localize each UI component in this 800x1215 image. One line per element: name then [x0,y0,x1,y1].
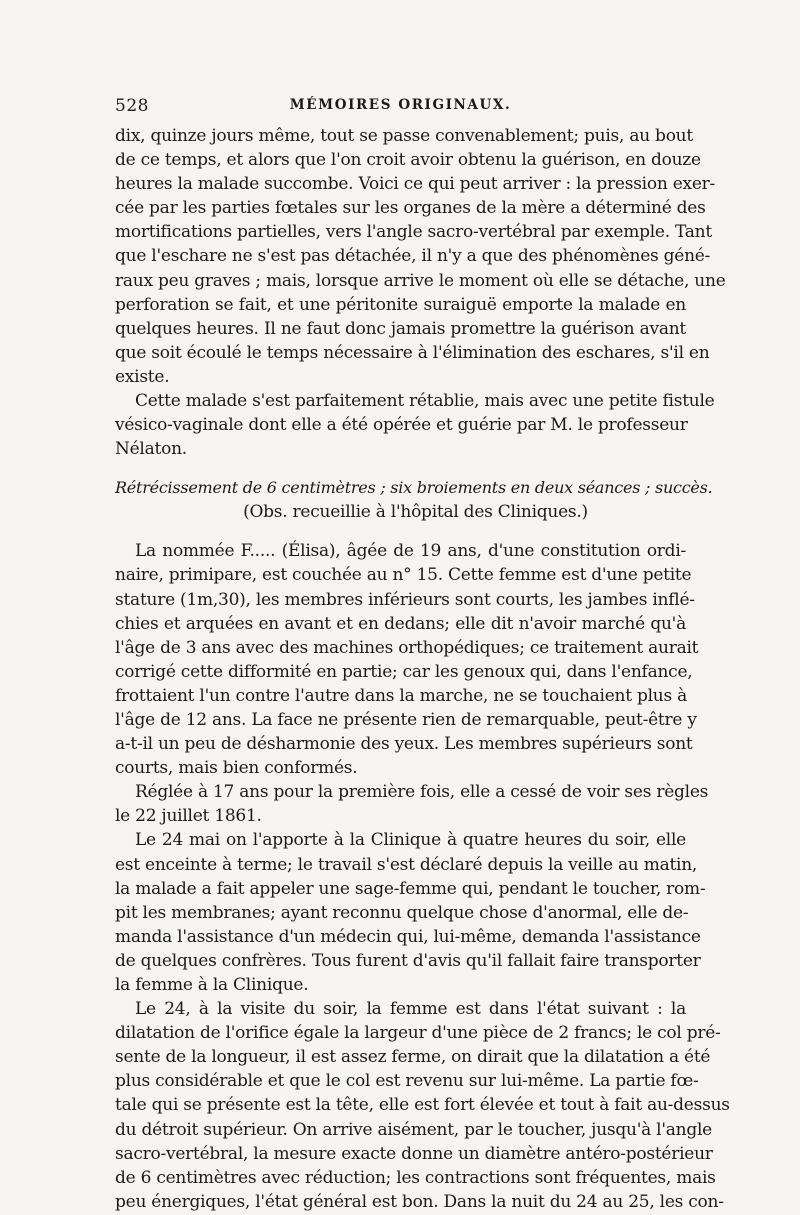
text-line: de ce temps, et alors que l'on croit avoir obtenu la guérison, en douze [115,150,701,171]
text-line: chies et arquées en avant et en dedans; elle dit n'avoir marché qu'à [115,613,686,634]
text-line: Réglée à 17 ans pour la première fois, elle a cessé de voir ses règles [135,782,709,803]
paragraph-6 [115,997,730,1214]
section-gap [115,524,686,539]
text-line: de quelques confrères. Tous furent d'avis qu'il fallait faire transporter [115,950,701,971]
text-line: Le 24 mai on l'apporte à la Clinique à quatre heures du soir, elle [135,830,686,851]
text-line: courts, mais bien conformés. [115,758,358,779]
paragraph-2 [115,389,715,461]
text-line: dix, quinze jours même, tout se passe convenablement; puis, au bout [115,126,693,146]
text-line: stature (1m,30), les membres inférieurs sont courts, les jambes inflé- [115,589,695,610]
text-line: heures la malade succombe. Voici ce qui peut arriver : la pression exer- [115,174,716,195]
text-line: la malade a fait appeler une sage-femme qui, pendant le toucher, rom- [115,878,706,899]
text-line: de 6 centimètres avec réduction; les contractions sont fréquentes, mais [115,1167,716,1188]
section-heading [115,476,713,524]
text-line: mortifications partielles, vers l'angle sacro-vertébral par exemple. Tant [115,222,712,243]
text-line: la femme à la Clinique. [115,975,309,995]
paragraph-3 [115,539,699,780]
text-line: l'âge de 3 ans avec des machines orthopédiques; ce traitement aurait [115,637,699,658]
text-line: tale qui se présente est la tête, elle est fort élevée et tout à fait au-dessus [115,1095,730,1116]
paragraph-5 [115,828,706,997]
text-line: peu énergiques, l'état général est bon. Dans la nuit du 24 au 25, les con- [115,1191,724,1212]
text-line: sacro-vertébral, la mesure exacte donne un diamètre antéro-postérieur [115,1143,713,1164]
text-line: corrigé cette difformité en partie; car les genoux qui, dans l'enfance, [115,661,693,682]
text-line: a-t-il un peu de désharmonie des yeux. Les membres supérieurs sont [115,734,693,755]
section-title: Rétrécissement de 6 centimètres ; six broiements en deux séances ; succès. [115,478,713,498]
text-line: Le 24, à la visite du soir, la femme est dans l'état suivant : la [135,999,686,1020]
text-line: que soit écoulé le temps nécessaire à l'élimination des eschares, s'il en [115,342,710,363]
running-title: MÉMOIRES ORIGINAUX. [289,97,512,113]
text-line: que l'eschare ne s'est pas détachée, il n'y a que des phénomènes géné- [115,246,711,267]
text-line: pit les membranes; ayant reconnu quelque chose d'anormal, elle de- [115,902,689,923]
text-line: manda l'assistance d'un médecin qui, lui-même, demanda l'assistance [115,926,701,947]
text-line: perforation se fait, et une péritonite suraiguë emporte la malade en [115,294,686,315]
text-line: est enceinte à terme; le travail s'est déclaré depuis la veille au matin, [115,854,698,875]
page-body [115,124,730,1214]
text-line: raux peu graves ; mais, lorsque arrive le moment où elle se détache, une [115,270,726,291]
observation-source: (Obs. recueillie à l'hôpital des Cliniques.) [243,502,588,523]
text-line: sente de la longueur, il est assez ferme, on dirait que la dilatation a été [115,1047,711,1068]
text-line: frottaient l'un contre l'autre dans la marche, ne se touchaient plus à [115,685,688,706]
text-line: naire, primipare, est couchée au n° 15. Cette femme est d'une petite [115,565,692,586]
text-line: vésico-vaginale dont elle a été opérée et guérie par M. le professeur [115,415,688,436]
text-line: Nélaton. [115,439,187,460]
paragraph-4 [115,780,709,828]
section-gap [115,461,686,476]
text-line: Cette malade s'est parfaitement rétablie, mais avec une petite fistule [135,391,715,412]
page-number: 528 [115,96,149,116]
text-line: l'âge de 12 ans. La face ne présente rien de remarquable, peut-être y [115,709,697,730]
text-line: du détroit supérieur. On arrive aisément, par le toucher, jusqu'à l'angle [115,1119,712,1140]
text-line: quelques heures. Il ne faut donc jamais promettre la guérison avant [115,318,686,339]
text-line: cée par les parties fœtales sur les organes de la mère a déterminé des [115,198,706,219]
text-line: dilatation de l'orifice égale la largeur d'une pièce de 2 francs; le col pré- [115,1023,721,1044]
text-line: La nommée F..... (Élisa), âgée de 19 ans, d'une constitution ordi- [135,541,686,562]
paragraph-1 [115,124,726,389]
running-head [115,96,686,120]
text-line: le 22 juillet 1861. [115,806,262,827]
text-line: plus considérable et que le col est revenu sur lui-même. La partie fœ- [115,1071,699,1092]
text-line: existe. [115,366,170,387]
